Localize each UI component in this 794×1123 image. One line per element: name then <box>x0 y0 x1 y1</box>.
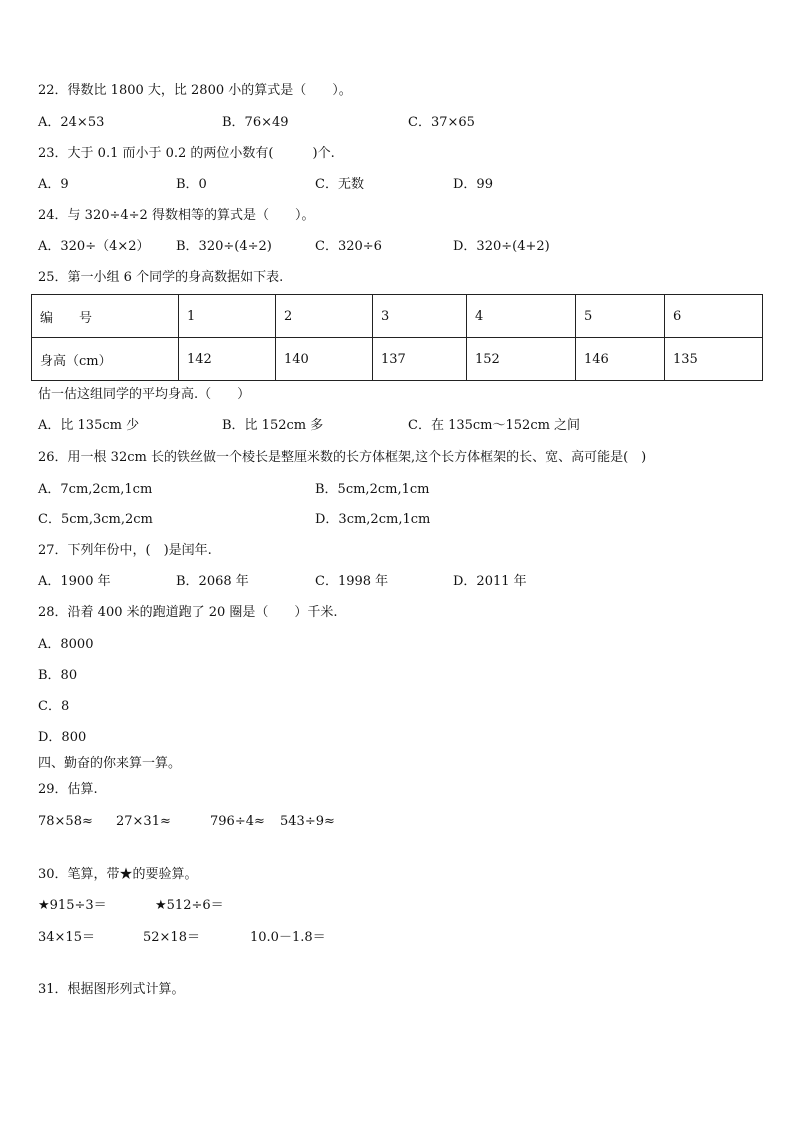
question-31-stem: 31．根据图形列式计算。 <box>38 982 185 997</box>
question-23-option-a: A．9 <box>38 177 69 192</box>
question-24-option-c: C．320÷6 <box>315 239 382 254</box>
question-25-option-c: C．在 135cm～152cm 之间 <box>408 418 581 433</box>
table-cell: 135 <box>665 338 763 381</box>
calc-item: ★915÷3＝ <box>38 898 107 913</box>
table-cell: 140 <box>276 338 373 381</box>
table-cell: 2 <box>276 295 373 338</box>
question-22-stem: 22．得数比 1800 大，比 2800 小的算式是（ ）。 <box>38 83 352 98</box>
question-22-option-c: C．37×65 <box>408 115 475 130</box>
question-26-option-b: B．5cm,2cm,1cm <box>315 482 430 497</box>
table-cell: 5 <box>576 295 665 338</box>
table-cell: 146 <box>576 338 665 381</box>
table-cell: 3 <box>373 295 467 338</box>
calc-item: 52×18＝ <box>143 930 200 945</box>
question-30-stem: 30．笔算，带★的要验算。 <box>38 867 198 882</box>
question-26-option-a: A．7cm,2cm,1cm <box>38 482 153 497</box>
table-cell: 152 <box>467 338 576 381</box>
question-28-option-b: B．80 <box>38 668 78 683</box>
estimate-item: 543÷9≈ <box>280 814 335 829</box>
question-25-option-a: A．比 135cm 少 <box>38 418 140 433</box>
question-27-stem: 27．下列年份中，( )是闰年. <box>38 543 212 558</box>
estimate-item: 78×58≈ <box>38 814 93 829</box>
question-26-option-c: C．5cm,3cm,2cm <box>38 512 153 527</box>
question-22-option-a: A．24×53 <box>38 115 105 130</box>
question-23-option-c: C．无数 <box>315 177 364 192</box>
question-23-option-d: D．99 <box>453 177 493 192</box>
table-cell: 6 <box>665 295 763 338</box>
question-26-stem: 26．用一根 32cm 长的铁丝做一个棱长是整厘米数的长方体框架,这个长方体框架的长、宽、高可能是( ) <box>38 450 647 465</box>
table-cell: 137 <box>373 338 467 381</box>
question-24-option-d: D．320÷(4+2) <box>453 239 550 254</box>
question-28-option-a: A．8000 <box>38 637 94 652</box>
section-heading: 四、勤奋的你来算一算。 <box>38 756 182 771</box>
question-24-option-a: A．320÷（4×2） <box>38 239 150 254</box>
question-28-option-c: C．8 <box>38 699 70 714</box>
calc-item: ★512÷6＝ <box>155 898 224 913</box>
height-table-data-row <box>32 338 763 381</box>
question-24-option-b: B．320÷(4÷2) <box>176 239 272 254</box>
question-24-stem: 24．与 320÷4÷2 得数相等的算式是（ ）。 <box>38 208 315 223</box>
question-25-followup: 估一估这组同学的平均身高.（ ） <box>38 387 251 402</box>
table-cell: 身高（cm） <box>32 338 179 381</box>
height-table <box>31 294 763 381</box>
question-27-option-c: C．1998 年 <box>315 574 389 589</box>
question-27-option-a: A．1900 年 <box>38 574 111 589</box>
question-22-option-b: B．76×49 <box>222 115 289 130</box>
question-23-option-b: B．0 <box>176 177 207 192</box>
calc-item: 10.0－1.8＝ <box>250 930 326 945</box>
estimate-item: 796÷4≈ <box>210 814 265 829</box>
question-27-option-b: B．2068 年 <box>176 574 249 589</box>
question-26-option-d: D．3cm,2cm,1cm <box>315 512 431 527</box>
question-28-option-d: D．800 <box>38 730 87 745</box>
question-27-option-d: D．2011 年 <box>453 574 527 589</box>
question-28-stem: 28．沿着 400 米的跑道跑了 20 圈是（ ）千米. <box>38 605 338 620</box>
table-cell: 142 <box>179 338 276 381</box>
height-table-header-row <box>32 295 763 338</box>
question-23-stem: 23．大于 0.1 而小于 0.2 的两位小数有( )个. <box>38 146 335 161</box>
calc-item: 34×15＝ <box>38 930 95 945</box>
table-cell: 4 <box>467 295 576 338</box>
table-cell: 1 <box>179 295 276 338</box>
question-29-stem: 29．估算. <box>38 782 98 797</box>
table-cell: 编 号 <box>32 295 179 338</box>
question-25-stem: 25．第一小组 6 个同学的身高数据如下表. <box>38 270 284 285</box>
question-25-option-b: B．比 152cm 多 <box>222 418 324 433</box>
estimate-item: 27×31≈ <box>116 814 171 829</box>
